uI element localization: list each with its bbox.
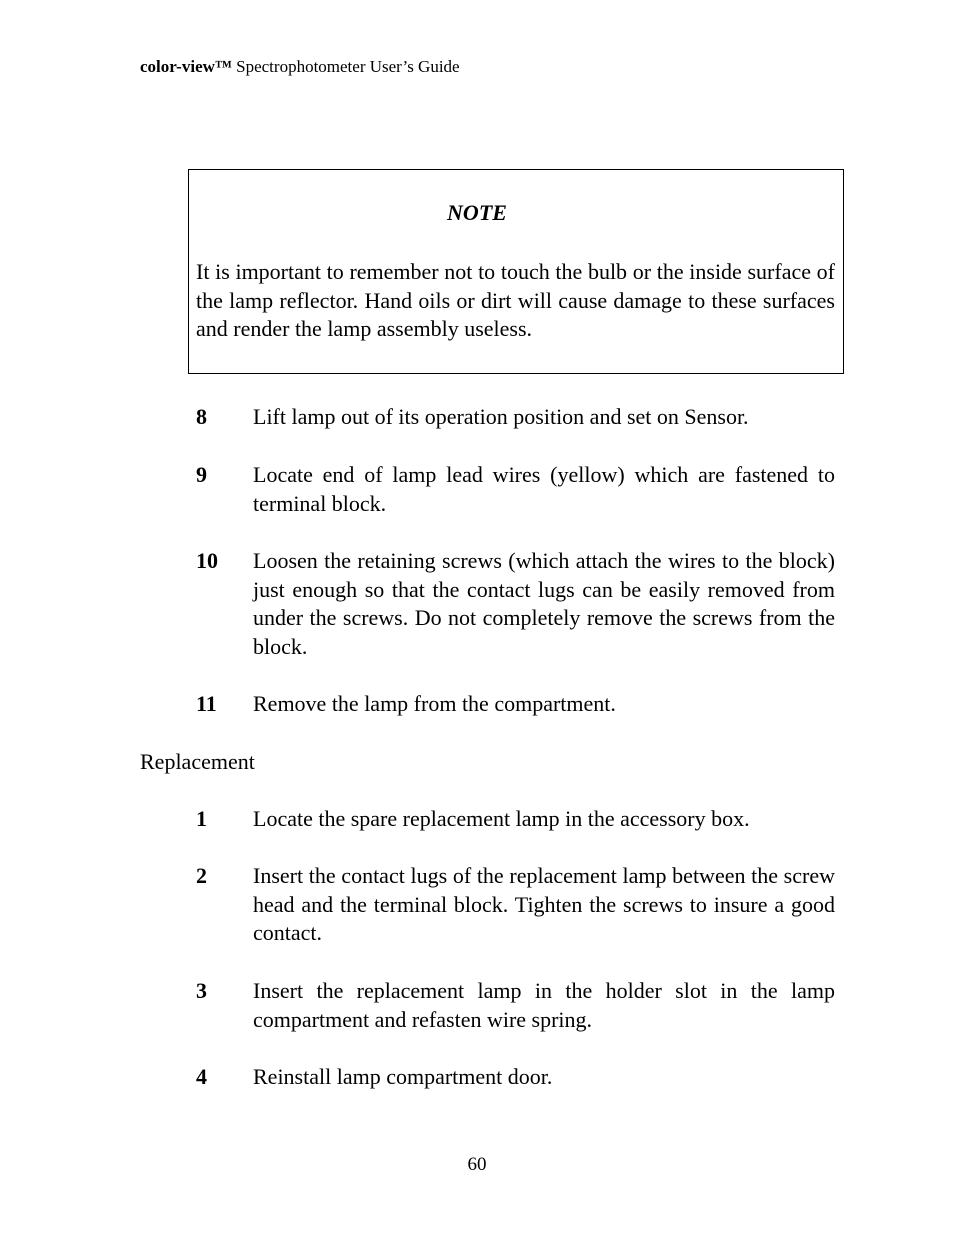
step-text: Remove the lamp from the compartment. xyxy=(253,691,616,716)
step-number: 9 xyxy=(196,462,207,487)
page-number: 60 xyxy=(467,1154,487,1175)
step-item xyxy=(196,461,835,518)
step-item xyxy=(196,805,835,834)
step-item xyxy=(196,977,835,1034)
step-text: Insert the replacement lamp in the holder slot in the lamp compartment and refasten wire spring. xyxy=(253,978,835,1032)
step-number: 11 xyxy=(196,691,217,716)
step-item xyxy=(196,547,835,661)
step-text: Loosen the retaining screws (which attach the wires to the block) just enough so that the contact lugs can be easily removed from under the screws. Do not completely remove the screws from the block. xyxy=(253,548,835,659)
step-item xyxy=(196,690,835,719)
step-text: Locate end of lamp lead wires (yellow) which are fastened to terminal block. xyxy=(253,462,835,516)
note-text: It is important to remember not to touch the bulb or the inside surface of the lamp reflector. Hand oils or dirt will cause damage to these surfaces and render the lamp assembly useless. xyxy=(196,259,835,342)
step-text: Insert the contact lugs of the replacement lamp between the screw head and the terminal block. Tighten the screws to insure a good contact. xyxy=(253,863,835,946)
step-number: 1 xyxy=(196,806,207,831)
step-number: 3 xyxy=(196,978,207,1003)
step-number: 8 xyxy=(196,404,207,429)
step-item xyxy=(196,1063,835,1092)
step-number: 10 xyxy=(196,548,218,573)
step-text: Lift lamp out of its operation position and set on Sensor. xyxy=(253,404,749,429)
note-title: NOTE xyxy=(447,200,507,225)
step-text: Reinstall lamp compartment door. xyxy=(253,1064,553,1089)
section-heading-replacement: Replacement xyxy=(140,749,255,774)
header-brand: color-view™ xyxy=(140,57,232,76)
header-title: Spectrophotometer User’s Guide xyxy=(231,57,460,76)
step-text: Locate the spare replacement lamp in the accessory box. xyxy=(253,806,750,831)
running-header xyxy=(140,57,460,77)
step-item xyxy=(196,862,835,948)
step-number: 4 xyxy=(196,1064,207,1089)
step-item xyxy=(196,403,835,432)
step-number: 2 xyxy=(196,863,207,888)
